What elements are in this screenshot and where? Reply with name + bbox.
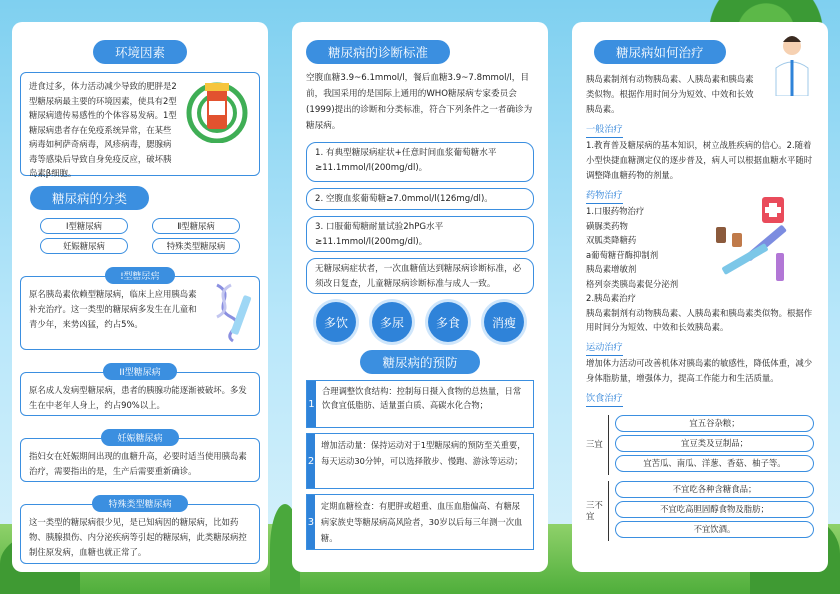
class-item: Ⅱ型糖尿病 — [152, 218, 240, 234]
type2-text: 原名成人发病型糖尿病，患者的胰腺功能逐渐被破坏。多发生在中老年人身上，约占90%以上。 — [29, 385, 247, 410]
gestational-section — [20, 426, 260, 482]
prevention-number: 1 — [307, 381, 316, 427]
prevention-text: 定期血糖检查：有肥胖或超重、血压血脂偏高、有糖尿病家族史等糖尿病高风险者，30岁以后每三年测一次血糖。 — [320, 501, 523, 543]
diet-buyi-item: 不宜饮酒。 — [615, 521, 814, 538]
prevention-list — [292, 374, 548, 550]
sport-title: 运动治疗 — [586, 341, 623, 356]
drug-item: a葡萄糖苷酶抑制剂 — [586, 249, 659, 260]
general-text: 1.教育普及糖尿病的基本知识，树立战胜疾病的信心。2.随着小型快捷血糖测定仪的逐步普及，病人可以根据血糖水平随时调整降血糖药物的剂量。 — [586, 140, 813, 180]
env-title: 环境因素 — [93, 40, 187, 64]
diet-title: 饮食治疗 — [586, 392, 623, 407]
symptom-badge: 消瘦 — [484, 302, 524, 342]
prevention-number: 2 — [307, 434, 315, 488]
diet-yi-item: 宜苦瓜、南瓜、洋葱、香菇、柚子等。 — [615, 455, 814, 472]
panel-diagnosis-prevention — [292, 22, 548, 572]
doctor-icon — [768, 32, 816, 96]
medicine-syringe-icon — [712, 197, 808, 283]
prevention-item — [306, 433, 534, 489]
env-text: 进食过多，体力活动减少导致的肥胖是2型糖尿病最主要的环境因素，使具有2型糖尿病遗传易感性的个体容易发病。1型糖尿病患者存在免疫系统异常，在某些病毒如柯萨奇病毒，风疹病毒，腮腺病毒等感染后导致自身免疫反应，破坏胰岛素β细胞。 — [29, 81, 177, 178]
dna-syringe-icon — [207, 281, 255, 343]
classification-title: 糖尿病的分类 — [30, 186, 149, 210]
general-title: 一般治疗 — [586, 123, 623, 138]
drug-treatment — [572, 183, 828, 335]
panel-environment-classification — [12, 22, 268, 572]
drug-item: 格列奈类胰岛素促分泌剂 — [586, 278, 679, 289]
drug-title: 药物治疗 — [586, 189, 623, 204]
type2-section — [20, 360, 260, 416]
symptom-badge: 多食 — [428, 302, 468, 342]
criterion-item: 1. 有典型糖尿病症状+任意时间血浆葡萄糖水平≥11.1mmol/l(200mg/dl)。 — [306, 142, 534, 182]
diagnosis-title: 糖尿病的诊断标准 — [306, 40, 450, 64]
sport-treatment — [572, 335, 828, 386]
prevention-text: 增加活动量：保持运动对于1型糖尿病的预防至关重要，每天运动30分钟，可以选择散步、慢跑、游泳等运动； — [321, 440, 526, 466]
gestational-text: 指妇女在妊娠期间出现的血糖升高，必要时适当使用胰岛素治疗，需要指出的是，生产后需要重新确诊。 — [29, 451, 247, 476]
special-text: 这一类型的糖尿病很少见，是已知病因的糖尿病，比如药物、胰腺损伤、内分泌疾病等引起的糖尿病，此类糖尿病控制住原发病，血糖也就正常了。 — [29, 517, 247, 557]
criterion-item: 2. 空腹血浆葡萄糖≥7.0mmol/l(126mg/dl)。 — [306, 188, 534, 210]
diet-buyi-label: 三不宜 — [586, 499, 603, 521]
symptom-badge: 多尿 — [372, 302, 412, 342]
diet-buyi-item: 不宜吃高胆固醇食物及脂肪； — [615, 501, 814, 518]
general-treatment — [572, 117, 828, 183]
criterion-item: 3. 口服葡萄糖耐量试验2hPG水平≥11.1mmol/l(200mg/dl)。 — [306, 216, 534, 252]
drug-item: 磺脲类药物 — [586, 220, 628, 231]
no-symptom-note: 无糖尿病症状者，一次血糖值达到糖尿病诊断标准，必须改日复查，儿童糖尿病诊断标准与成人一致。 — [306, 258, 534, 294]
class-item: 妊娠糖尿病 — [40, 238, 128, 254]
drug-item: 1.口服药物治疗 — [586, 206, 645, 216]
type1-title: Ⅰ型糖尿病 — [105, 267, 176, 284]
diet-buyi-item: 不宜吃各种含糖食品； — [615, 481, 814, 498]
diet-yi-label: 三宜 — [586, 439, 603, 449]
prevention-item — [306, 380, 534, 428]
classification-list — [12, 210, 268, 256]
symptoms-row — [292, 294, 548, 342]
special-section — [20, 492, 260, 564]
drug-item: 胰岛素增敏剂 — [586, 264, 637, 274]
gestational-title: 妊娠糖尿病 — [101, 429, 178, 446]
prevention-title: 糖尿病的预防 — [360, 350, 479, 374]
diagnosis-intro: 空腹血糖3.9~6.1mmol/l，餐后血糖3.9~7.8mmol/l，目前，我国采用的是国际上通用的WHO糖尿病专家委员会(1999)提出的诊断和分类标准，符合下列条件之一者确诊为糖尿病。 — [306, 73, 533, 131]
criteria-list — [292, 134, 548, 294]
panel-treatment — [572, 22, 828, 572]
type1-text: 原名胰岛素依赖型糖尿病，临床上应用胰岛素补充治疗。这一类型的糖尿病多发生在儿童和青少年，来势凶猛，约占5%。 — [29, 289, 197, 329]
prevention-text: 合理调整饮食结构：控制每日摄入食物的总热量，日常饮食宜低脂肪、适量蛋白质、高碳水化合物； — [321, 386, 522, 410]
virus-medicine-icon — [181, 79, 253, 143]
class-item: Ⅰ型糖尿病 — [40, 218, 128, 234]
symptom-badge: 多饮 — [316, 302, 356, 342]
prevention-item — [306, 494, 534, 550]
drug-item: 双胍类降糖药 — [586, 235, 637, 245]
treatment-intro: 胰岛素制剂有动物胰岛素、人胰岛素和胰岛素类似物。根据作用时间分为短效、中效和长效胰岛素。 — [586, 74, 754, 114]
drug-item: 2.胰岛素治疗 — [586, 293, 636, 303]
diet-treatment — [572, 386, 828, 541]
type1-section — [20, 264, 260, 350]
diet-buyi-group — [586, 481, 814, 541]
treatment-title: 糖尿病如何治疗 — [594, 40, 726, 64]
class-item: 特殊类型糖尿病 — [152, 238, 240, 254]
special-title: 特殊类型糖尿病 — [92, 495, 187, 512]
drug-text: 胰岛素制剂有动物胰岛素、人胰岛素和胰岛素类似物。根据作用时间分为短效、中效和长效胰岛素。 — [586, 307, 813, 332]
diet-yi-item: 宜豆类及豆制品； — [615, 435, 814, 452]
prevention-number: 3 — [307, 495, 315, 549]
type2-title: ⅠⅠ型糖尿病 — [103, 363, 176, 380]
diet-yi-item: 宜五谷杂粮； — [615, 415, 814, 432]
diet-yi-group — [586, 415, 814, 475]
env-box — [20, 72, 260, 176]
sport-text: 增加体力活动可改善机体对胰岛素的敏感性，降低体重，减少身体脂肪量，增强体力，提高工作能力和生活质量。 — [586, 357, 813, 383]
